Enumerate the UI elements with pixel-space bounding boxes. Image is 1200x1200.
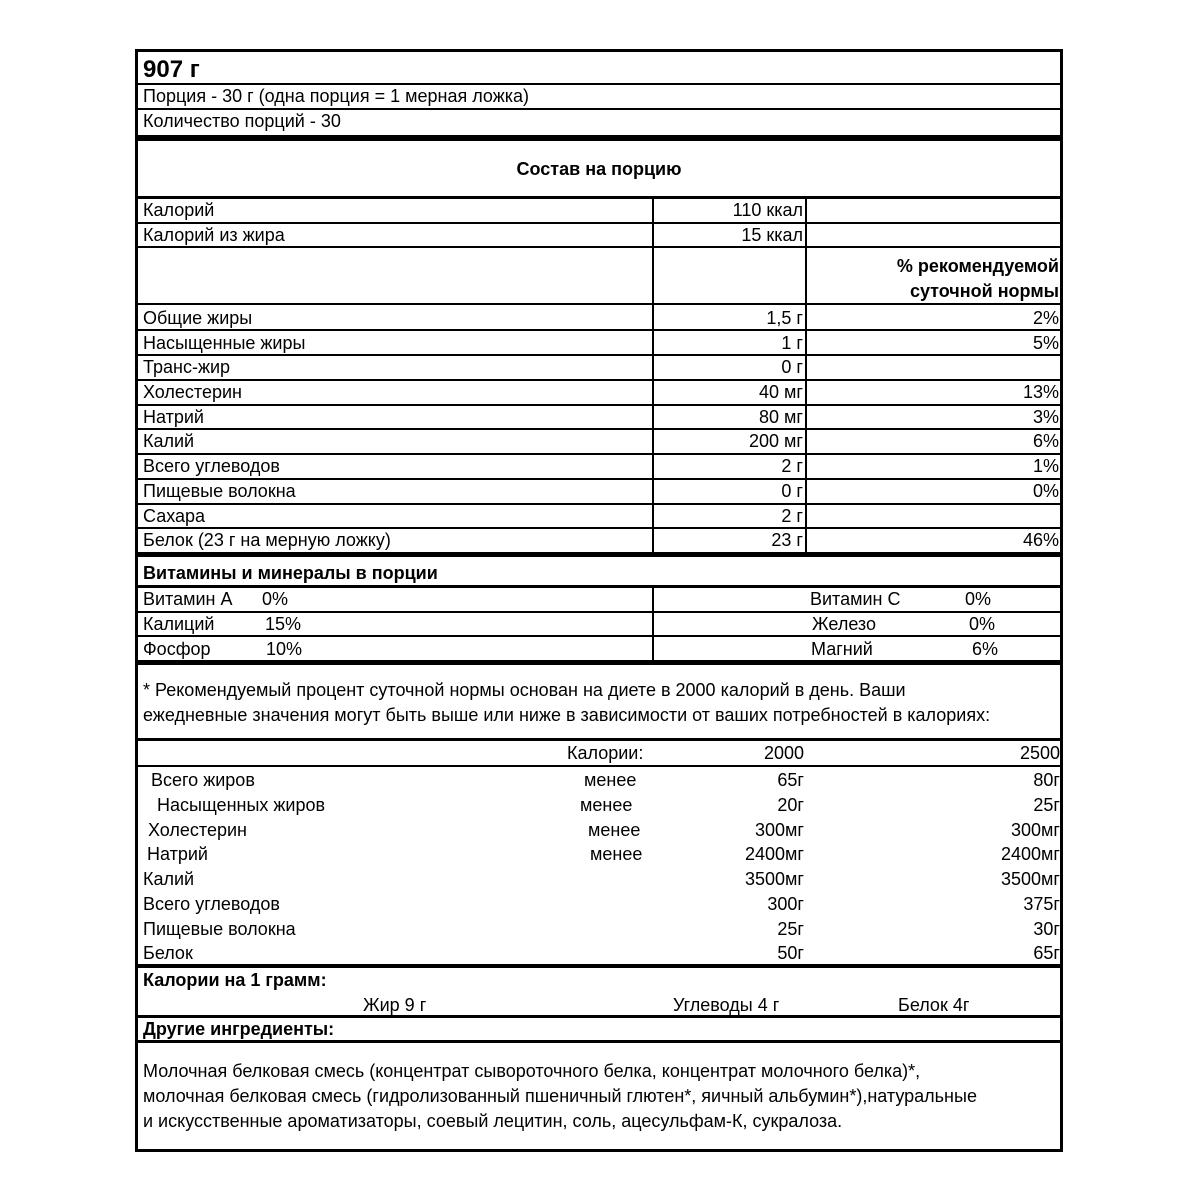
column-divider xyxy=(652,587,654,662)
nutrient-dv: 13% xyxy=(1022,382,1059,402)
composition-title: Состав на порцию xyxy=(516,159,682,179)
dv-row-name: Всего жиров xyxy=(151,770,255,790)
nutrient-amount: 40 мг xyxy=(759,382,803,402)
divider xyxy=(138,196,1060,199)
dv-row-name: Насыщенных жиров xyxy=(157,795,326,815)
nutrient-name: Холестерин xyxy=(143,382,242,402)
calories-label: Калорий xyxy=(143,200,215,220)
dv-row-qualifier: менее xyxy=(588,820,641,840)
vitamin-value: 15% xyxy=(265,614,302,634)
nutrient-dv: 2% xyxy=(1032,308,1059,328)
vitamin-value: 10% xyxy=(266,639,303,659)
dv-row-2500: 25г xyxy=(1033,795,1060,815)
fat-calories-label: Калорий из жира xyxy=(143,225,285,245)
nutrient-amount: 2 г xyxy=(781,506,803,526)
dv-row-name: Всего углеводов xyxy=(143,894,280,914)
dv-row-2500: 30г xyxy=(1033,919,1060,939)
divider xyxy=(138,329,1060,331)
ingredients-line: Молочная белковая смесь (концентрат сывороточного белка, концентрат молочного белка)*, xyxy=(143,1061,921,1081)
dv-row-name: Натрий xyxy=(147,844,208,864)
vitamin-name: Магний xyxy=(811,639,873,659)
servings-count: Количество порций - 30 xyxy=(143,111,341,131)
dv-row-name: Пищевые волокна xyxy=(143,919,296,939)
calories-per-gram-carbs: Углеводы 4 г xyxy=(673,995,780,1015)
divider xyxy=(138,303,1060,305)
nutrition-facts-label xyxy=(135,49,1063,1152)
calories-per-gram-protein: Белок 4г xyxy=(898,995,970,1015)
dv-row-2000: 300мг xyxy=(755,820,804,840)
calories-value: 110 ккал xyxy=(732,200,803,220)
nutrient-dv: 0% xyxy=(1032,481,1059,501)
serving-size: Порция - 30 г (одна порция = 1 мерная ложка) xyxy=(143,86,530,106)
vitamin-name: Витамин С xyxy=(810,589,901,609)
nutrient-dv: 1% xyxy=(1032,456,1059,476)
thick-divider xyxy=(138,135,1060,141)
footnote-line: ежедневные значения могут быть выше или ниже в зависимости от ваших потребностей в калориях: xyxy=(143,705,991,725)
dv-row-2500: 65г xyxy=(1033,943,1060,963)
thick-divider xyxy=(138,660,1060,665)
nutrient-name: Белок (23 г на мерную ложку) xyxy=(143,530,391,550)
ingredients-line: и искусственные ароматизаторы, соевый лецитин, соль, ацесульфам-К, сукралоза. xyxy=(143,1111,843,1131)
divider xyxy=(138,765,1060,767)
nutrient-dv: 5% xyxy=(1032,333,1059,353)
dv-row-2000: 25г xyxy=(777,919,804,939)
nutrient-name: Транс-жир xyxy=(143,357,231,377)
dv-row-2000: 3500мг xyxy=(745,869,804,889)
dv-row-2500: 300мг xyxy=(1011,820,1060,840)
dv-row-2000: 2400мг xyxy=(745,844,804,864)
nutrient-name: Пищевые волокна xyxy=(143,481,296,501)
nutrient-amount: 2 г xyxy=(781,456,803,476)
dv-col-2500: 2500 xyxy=(1019,743,1060,763)
footnote-line: * Рекомендуемый процент суточной нормы основан на диете в 2000 калорий в день. Ваши xyxy=(143,680,906,700)
divider xyxy=(138,1040,1060,1043)
divider xyxy=(138,503,1060,505)
vitamin-value: 0% xyxy=(262,589,289,609)
nutrient-dv: 6% xyxy=(1032,431,1059,451)
divider xyxy=(138,246,1060,248)
nutrient-dv: 46% xyxy=(1022,530,1059,550)
vitamin-value: 6% xyxy=(972,639,999,659)
dv-row-2500: 3500мг xyxy=(1001,869,1060,889)
net-weight: 907 г xyxy=(143,56,200,83)
divider xyxy=(138,738,1060,741)
dv-row-2000: 300г xyxy=(767,894,804,914)
nutrient-amount: 23 г xyxy=(771,530,803,550)
dv-row-qualifier: менее xyxy=(580,795,633,815)
vitamin-value: 0% xyxy=(965,589,992,609)
ingredients-line: молочная белковая смесь (гидролизованный пшеничный глютен*, яичный альбумин*),натуральные xyxy=(143,1086,977,1106)
dv-row-name: Холестерин xyxy=(148,820,247,840)
dv-row-2000: 65г xyxy=(777,770,804,790)
nutrient-name: Сахара xyxy=(143,506,206,526)
dv-row-qualifier: менее xyxy=(584,770,637,790)
nutrient-name: Всего углеводов xyxy=(143,456,280,476)
nutrient-amount: 1,5 г xyxy=(766,308,803,328)
dv-row-name: Калий xyxy=(143,869,195,889)
vitamin-name: Калиций xyxy=(143,614,215,634)
vitamins-title: Витамины и минералы в порции xyxy=(143,563,438,583)
vitamin-name: Витамин А xyxy=(143,589,233,609)
nutrient-name: Общие жиры xyxy=(143,308,253,328)
nutrient-amount: 200 мг xyxy=(749,431,803,451)
dv-col-2000: 2000 xyxy=(763,743,804,763)
dv-row-2000: 20г xyxy=(777,795,804,815)
dv-row-name: Белок xyxy=(143,943,193,963)
calories-per-gram-fat: Жир 9 г xyxy=(363,995,427,1015)
nutrient-name: Насыщенные жиры xyxy=(143,333,306,353)
dv-header-line1: % рекомендуемой xyxy=(896,256,1059,276)
dv-row-2500: 80г xyxy=(1033,770,1060,790)
dv-row-qualifier: менее xyxy=(590,844,643,864)
nutrient-amount: 0 г xyxy=(781,481,803,501)
divider xyxy=(138,635,1060,637)
divider xyxy=(138,354,1060,356)
nutrient-amount: 0 г xyxy=(781,357,803,377)
fat-calories-value: 15 ккал xyxy=(741,225,803,245)
vitamin-name: Железо xyxy=(812,614,876,634)
vitamin-value: 0% xyxy=(969,614,996,634)
nutrient-amount: 1 г xyxy=(781,333,803,353)
ingredients-title: Другие ингредиенты: xyxy=(143,1019,335,1039)
dv-row-2000: 50г xyxy=(777,943,804,963)
nutrient-name: Натрий xyxy=(143,407,204,427)
thick-divider xyxy=(138,964,1060,968)
nutrient-dv: 3% xyxy=(1032,407,1059,427)
dv-header-line2: суточной нормы xyxy=(909,281,1059,301)
dv-row-2500: 375г xyxy=(1023,894,1060,914)
nutrient-amount: 80 мг xyxy=(759,407,803,427)
dv-calories-label: Калории: xyxy=(567,743,644,763)
thick-divider xyxy=(138,552,1060,557)
calories-per-gram-title: Калории на 1 грамм: xyxy=(143,970,327,990)
dv-row-2500: 2400мг xyxy=(1001,844,1060,864)
nutrient-name: Калий xyxy=(143,431,195,451)
vitamin-name: Фосфор xyxy=(143,639,211,659)
